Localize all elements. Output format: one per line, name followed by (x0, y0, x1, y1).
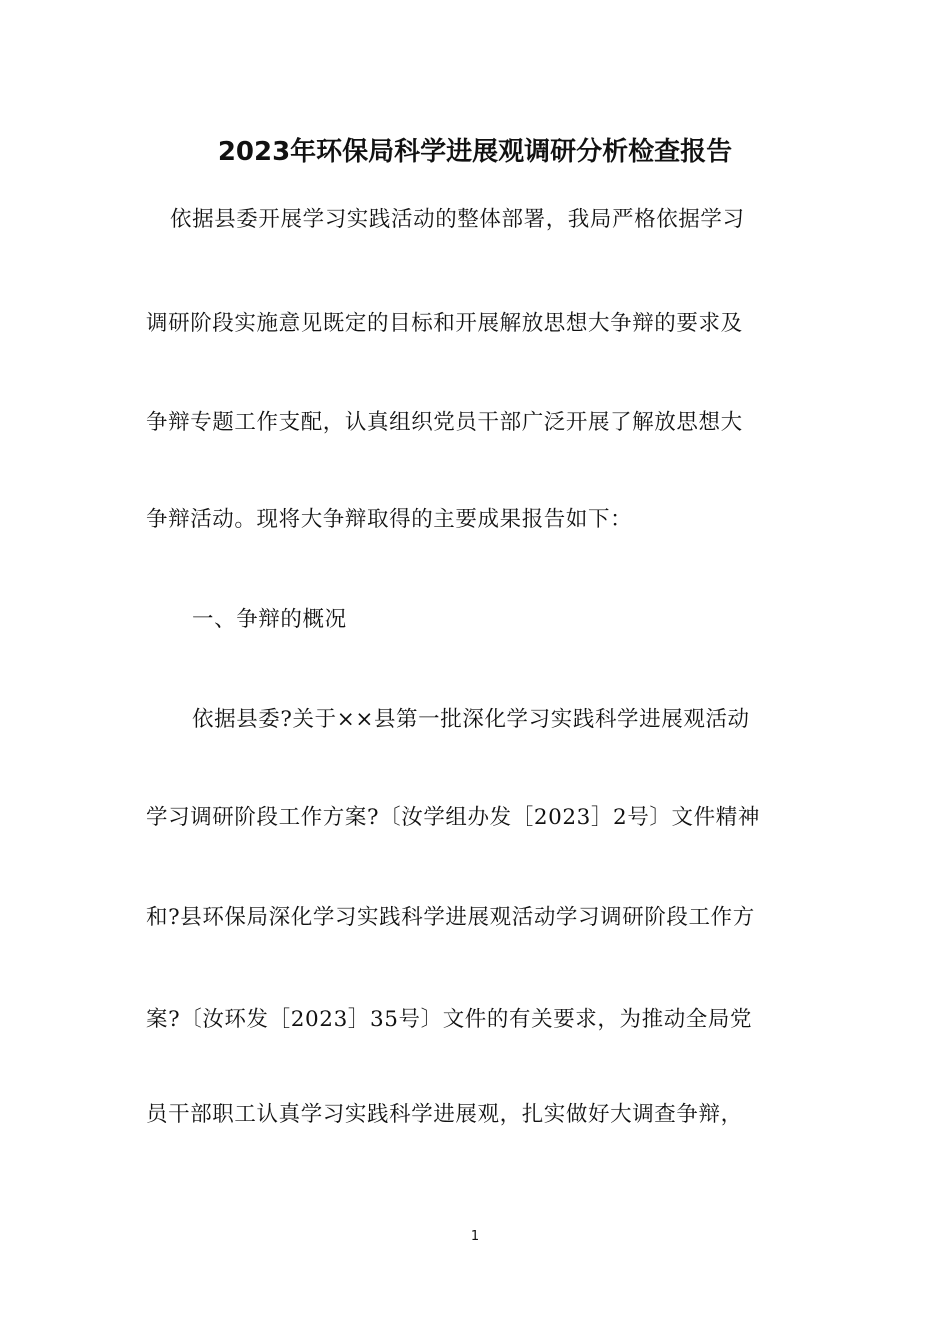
paragraph-line: 依据县委?关于××县第一批深化学习实践科学进展观活动 (192, 707, 750, 732)
page-number: 1 (470, 1229, 480, 1244)
paragraph-line: 争辩活动。现将大争辩取得的主要成果报告如下： (146, 507, 633, 532)
paragraph-line: 员干部职工认真学习实践科学进展观，扎实做好大调查争辩， (146, 1102, 743, 1127)
paragraph-line: 依据县委开展学习实践活动的整体部署，我局严格依据学习 (170, 207, 745, 232)
paragraph-line: 和?县环保局深化学习实践科学进展观活动学习调研阶段工作方 (146, 905, 755, 930)
paragraph-line: 学习调研阶段工作方案?〔汝学组办发［2023］2号〕文件精神 (146, 805, 760, 830)
document-title: 2023年环保局科学进展观调研分析检查报告 (217, 137, 733, 167)
paragraph-line: 争辩专题工作支配，认真组织党员干部广泛开展了解放思想大 (146, 410, 743, 435)
section-heading: 一、争辩的概况 (192, 607, 347, 632)
paragraph-line: 案?〔汝环发［2023］35号〕文件的有关要求，为推动全局党 (146, 1007, 753, 1032)
paragraph-line: 调研阶段实施意见既定的目标和开展解放思想大争辩的要求及 (146, 311, 743, 336)
